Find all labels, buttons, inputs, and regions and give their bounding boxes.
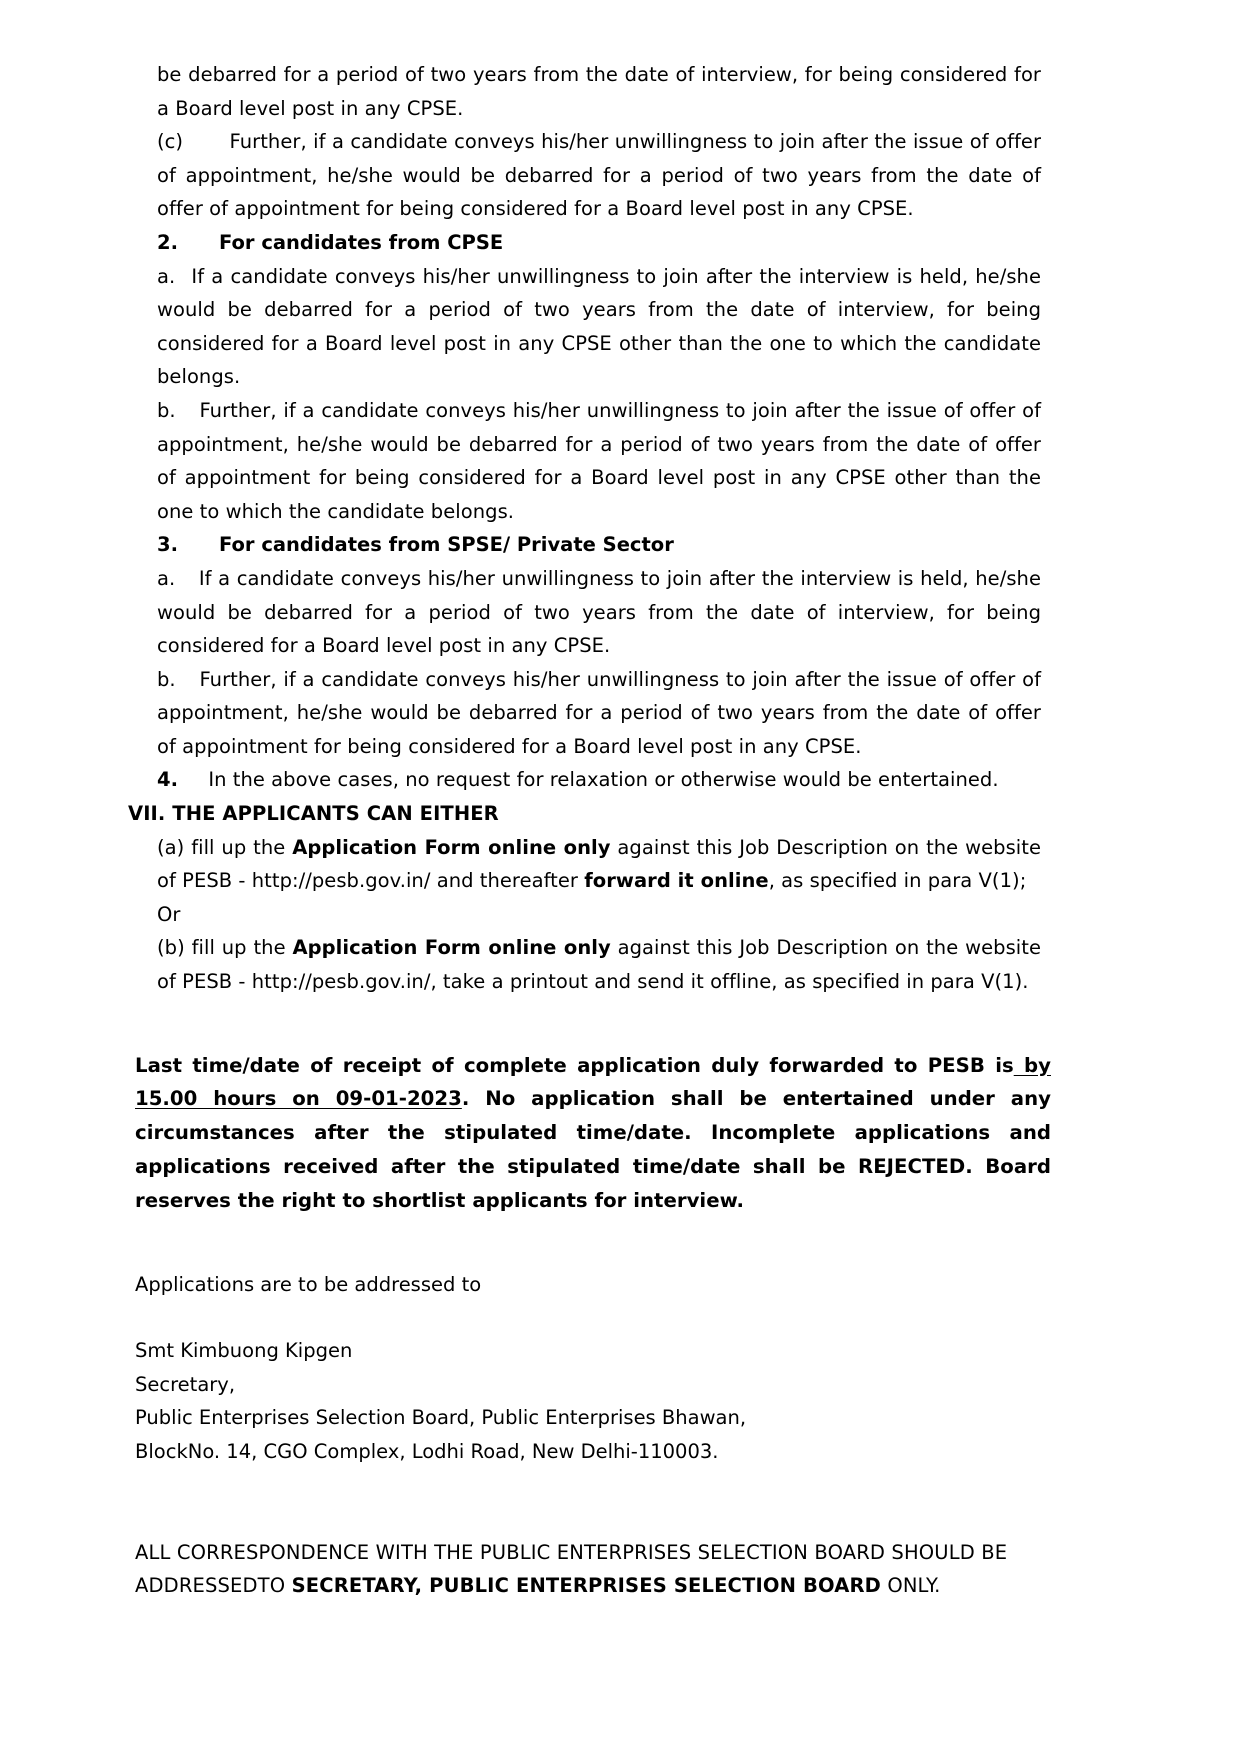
item-4-number: 4.	[157, 768, 179, 792]
paragraph-3b	[157, 663, 1041, 764]
option-a-middle: against this Job Description on the website of PESB - http://pesb.gov.in/ and thereafter	[157, 835, 1042, 893]
heading-item-2-number: 2.	[157, 230, 178, 254]
option-b-bold-application-form: Application Form online only	[292, 936, 611, 960]
item-2a-text: If a candidate conveys his/her unwillingness to join after the interview is held, he/she would be debarred for a period of two years from the date of interview, for being considered for a Board level post in any CPSE other than the one to which the candidate belongs.	[157, 264, 1042, 389]
paragraph-option-a	[157, 831, 1041, 898]
item-3a-text: If a candidate conveys his/her unwillingness to join after the interview is held, he/she would be debarred for a period of two years from the date of interview, for being considered for a Board level post in any CPSE.	[157, 566, 1041, 658]
addressee-organisation: Public Enterprises Selection Board, Public Enterprises Bhawan,	[135, 1406, 747, 1430]
option-b-prefix: (b) fill up the	[157, 936, 293, 960]
item-2b-text: Further, if a candidate conveys his/her unwillingness to join after the issue of offer of appointment, he/she would be debarred for a period of two years from the date of offer of appointment for being considered for a Board level post in any CPSE other than the one to which the candidate belongs.	[157, 398, 1041, 523]
spacer-before-deadline-2	[100, 1033, 1140, 1049]
heading-item-2	[157, 226, 1041, 260]
correspondence-part-2: ONLY.	[880, 1574, 941, 1598]
heading-item-3-title: For candidates from SPSE/ Private Sector	[219, 533, 674, 557]
deadline-underlined-datetime: by 15.00 hours on 09-01-2023	[135, 1053, 1051, 1111]
correspondence-bold-secretary: SECRETARY, PUBLIC ENTERPRISES SELECTION BOARD	[291, 1574, 881, 1598]
paragraph-option-b	[157, 931, 1041, 998]
heading-item-3	[157, 528, 1041, 562]
addressee-designation: Secretary,	[135, 1372, 236, 1396]
spacer-before-address-2	[100, 1252, 1140, 1268]
option-a-suffix: , as specified in para V(1);	[768, 869, 1027, 893]
spacer-address-gap	[100, 1301, 1140, 1334]
deadline-notice	[135, 1049, 1051, 1218]
spacer-before-deadline	[100, 999, 1140, 1033]
correspondence-note	[135, 1536, 1065, 1603]
item-2b-marker: b.	[157, 398, 176, 422]
paragraph-2b	[157, 394, 1041, 528]
item-3a-marker: a.	[157, 566, 176, 590]
option-a-bold-forward-online: forward it online	[584, 869, 769, 893]
option-a-bold-application-form: Application Form online only	[292, 835, 611, 859]
item-3b-text: Further, if a candidate conveys his/her unwillingness to join after the issue of offer of appointment, he/she would be debarred for a period of two years from the date of offer of appointment for being considered for a Board level post in any CPSE.	[157, 667, 1041, 758]
spacer-before-address	[100, 1218, 1140, 1252]
heading-item-3-number: 3.	[157, 533, 178, 557]
spacer-before-correspondence	[100, 1469, 1140, 1503]
paragraph-item-4	[157, 763, 1041, 797]
correspondence-part-1: ALL CORRESPONDENCE WITH THE PUBLIC ENTERPRISES SELECTION BOARD SHOULD BE ADDRESSEDTO	[135, 1540, 1008, 1598]
item-4-text: In the above cases, no request for relaxation or otherwise would be entertained.	[208, 768, 999, 792]
clause-c-marker: (c)	[157, 130, 184, 154]
clause-c-text: Further, if a candidate conveys his/her unwillingness to join after the issue of offer of appointment, he/she would be debarred for a period of two years from the date of offer of appointment for being considered for a Board level post in any CPSE.	[157, 130, 1042, 221]
option-b-suffix: against this Job Description on the website of PESB - http://pesb.gov.in/, take a printout and send it offline, as specified in para V(1).	[157, 936, 1041, 994]
paragraph-2a	[157, 260, 1041, 394]
heading-item-2-title: For candidates from CPSE	[219, 230, 504, 254]
paragraph-3a	[157, 562, 1041, 663]
deadline-part-1: Last time/date of receipt of complete application duly forwarded to PESB is	[135, 1053, 1014, 1077]
or-separator: Or	[157, 902, 181, 926]
item-3b-marker: b.	[157, 667, 176, 691]
addressee-name: Smt Kimbuong Kipgen	[135, 1339, 353, 1363]
heading-section-vii: VII. THE APPLICANTS CAN EITHER	[128, 802, 499, 826]
spacer-before-correspondence-2	[100, 1503, 1140, 1536]
item-2a-marker: a.	[157, 264, 176, 288]
paragraph-carryover: be debarred for a period of two years from the date of interview, for being considered for a Board level post in any CPSE.	[157, 63, 1041, 120]
address-intro: Applications are to be addressed to	[135, 1272, 482, 1296]
addressee-address: BlockNo. 14, CGO Complex, Lodhi Road, New Delhi-110003.	[135, 1439, 719, 1463]
deadline-part-2: . No application shall be entertained under any circumstances after the stipulated time/date. Incomplete applications and applications received after the stipulated time/date shall be REJECTED. Board reserves the right to shortlist applicants for interview.	[135, 1087, 1051, 1212]
document-body	[100, 58, 1140, 1603]
option-a-prefix: (a) fill up the	[157, 835, 293, 859]
paragraph-clause-c	[157, 125, 1041, 226]
